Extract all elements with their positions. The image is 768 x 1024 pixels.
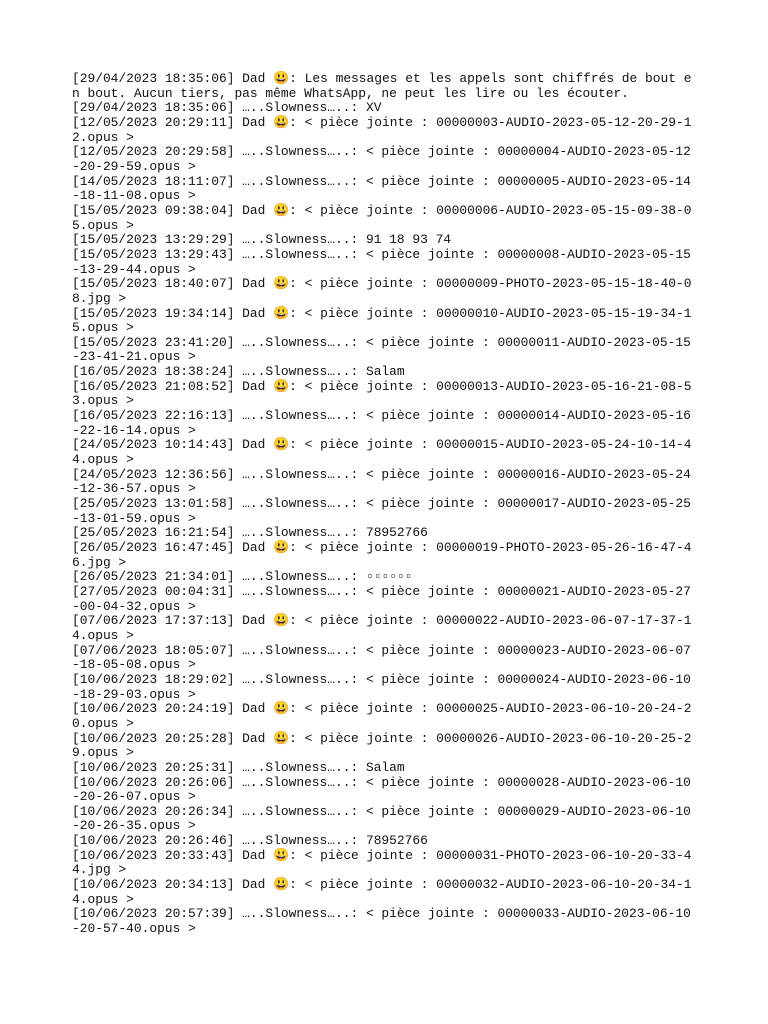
chat-message-line: [15/05/2023 23:41:20] …..Slowness…..: < pièce jointe : 00000011-AUDIO-2023-05-15-23-41-21.opus >: [72, 334, 691, 365]
chat-message-line: [16/05/2023 18:38:24] …..Slowness…..: Salam: [72, 364, 405, 380]
chat-message-line: [16/05/2023 22:16:13] …..Slowness…..: < pièce jointe : 00000014-AUDIO-2023-05-16-22-16-14.opus >: [72, 408, 691, 438]
chat-message-line: [10/06/2023 20:34:13] Dad 😃: < pièce jointe : 00000032-AUDIO-2023-06-10-20-34-14.opus >: [72, 877, 692, 907]
chat-message-line: [24/05/2023 10:14:43] Dad 😃: < pièce jointe : 00000015-AUDIO-2023-05-24-10-14-44.opus >: [72, 437, 692, 468]
chat-message-line: [15/05/2023 13:29:29] …..Slowness…..: 91 18 93 74: [72, 232, 452, 248]
chat-message-line: [24/05/2023 12:36:56] …..Slowness…..: < pièce jointe : 00000016-AUDIO-2023-05-24-12-36-57.opus >: [72, 466, 691, 497]
chat-log: [72, 72, 692, 937]
chat-message-line: [29/04/2023 18:35:06] …..Slowness…..: XV: [72, 100, 382, 116]
chat-message-line: [26/05/2023 21:34:01] …..Slowness…..: ▫▫▫▫▫▫: [72, 569, 413, 585]
chat-message-line: [10/06/2023 20:26:34] …..Slowness…..: < pièce jointe : 00000029-AUDIO-2023-06-10-20-26-35.opus >: [72, 803, 691, 834]
chat-message-line: [26/05/2023 16:47:45] Dad 😃: < pièce jointe : 00000019-PHOTO-2023-05-26-16-47-46.jpg >: [72, 540, 692, 570]
chat-message-line: [12/05/2023 20:29:58] …..Slowness…..: < pièce jointe : 00000004-AUDIO-2023-05-12-20-29-59.opus >: [72, 144, 691, 174]
chat-message-line: [07/06/2023 17:37:13] Dad 😃: < pièce jointe : 00000022-AUDIO-2023-06-07-17-37-14.opus >: [72, 613, 692, 643]
chat-message-line: [10/06/2023 20:33:43] Dad 😃: < pièce jointe : 00000031-PHOTO-2023-06-10-20-33-44.jpg >: [72, 847, 692, 878]
chat-export-page: [72, 72, 692, 937]
chat-message-line: [16/05/2023 21:08:52] Dad 😃: < pièce jointe : 00000013-AUDIO-2023-05-16-21-08-53.opus >: [72, 378, 692, 409]
chat-message-line: [15/05/2023 09:38:04] Dad 😃: < pièce jointe : 00000006-AUDIO-2023-05-15-09-38-05.opus >: [72, 202, 692, 233]
chat-message-line: [07/06/2023 18:05:07] …..Slowness…..: < pièce jointe : 00000023-AUDIO-2023-06-07-18-05-08.opus >: [72, 642, 691, 673]
chat-message-line: [10/06/2023 20:25:28] Dad 😃: < pièce jointe : 00000026-AUDIO-2023-06-10-20-25-29.opus >: [72, 730, 692, 761]
chat-message-line: [14/05/2023 18:11:07] …..Slowness…..: < pièce jointe : 00000005-AUDIO-2023-05-14-18-11-08.opus >: [72, 173, 691, 204]
chat-message-line: [10/06/2023 20:57:39] …..Slowness…..: < pièce jointe : 00000033-AUDIO-2023-06-10-20-57-40.opus >: [72, 906, 691, 937]
chat-message-line: [10/06/2023 20:25:31] …..Slowness…..: Salam: [72, 759, 405, 775]
chat-message-line: [25/05/2023 16:21:54] …..Slowness…..: 78952766: [72, 525, 428, 541]
chat-message-line: [15/05/2023 19:34:14] Dad 😃: < pièce jointe : 00000010-AUDIO-2023-05-15-19-34-15.opus >: [72, 305, 692, 336]
chat-message-line: [29/04/2023 18:35:06] Dad 😃: Les messages et les appels sont chiffrés de bout en bout. Aucun tiers, pas même WhatsApp, ne peut les lire ou les écouter.: [72, 71, 692, 101]
chat-message-line: [15/05/2023 18:40:07] Dad 😃: < pièce jointe : 00000009-PHOTO-2023-05-15-18-40-08.jpg >: [72, 276, 692, 306]
chat-message-line: [10/06/2023 18:29:02] …..Slowness…..: < pièce jointe : 00000024-AUDIO-2023-06-10-18-29-03.opus >: [72, 671, 691, 702]
chat-message-line: [15/05/2023 13:29:43] …..Slowness…..: < pièce jointe : 00000008-AUDIO-2023-05-15-13-29-44.opus >: [72, 246, 691, 277]
chat-message-line: [12/05/2023 20:29:11] Dad 😃: < pièce jointe : 00000003-AUDIO-2023-05-12-20-29-12.opus >: [72, 114, 692, 145]
chat-message-line: [10/06/2023 20:26:46] …..Slowness…..: 78952766: [72, 833, 428, 849]
chat-message-line: [27/05/2023 00:04:31] …..Slowness…..: < pièce jointe : 00000021-AUDIO-2023-05-27-00-04-32.opus >: [72, 583, 691, 614]
chat-message-line: [10/06/2023 20:24:19] Dad 😃: < pièce jointe : 00000025-AUDIO-2023-06-10-20-24-20.opus >: [72, 701, 692, 731]
chat-message-line: [25/05/2023 13:01:58] …..Slowness…..: < pièce jointe : 00000017-AUDIO-2023-05-25-13-01-59.opus >: [72, 496, 691, 526]
chat-message-line: [10/06/2023 20:26:06] …..Slowness…..: < pièce jointe : 00000028-AUDIO-2023-06-10-20-26-07.opus >: [72, 774, 691, 805]
